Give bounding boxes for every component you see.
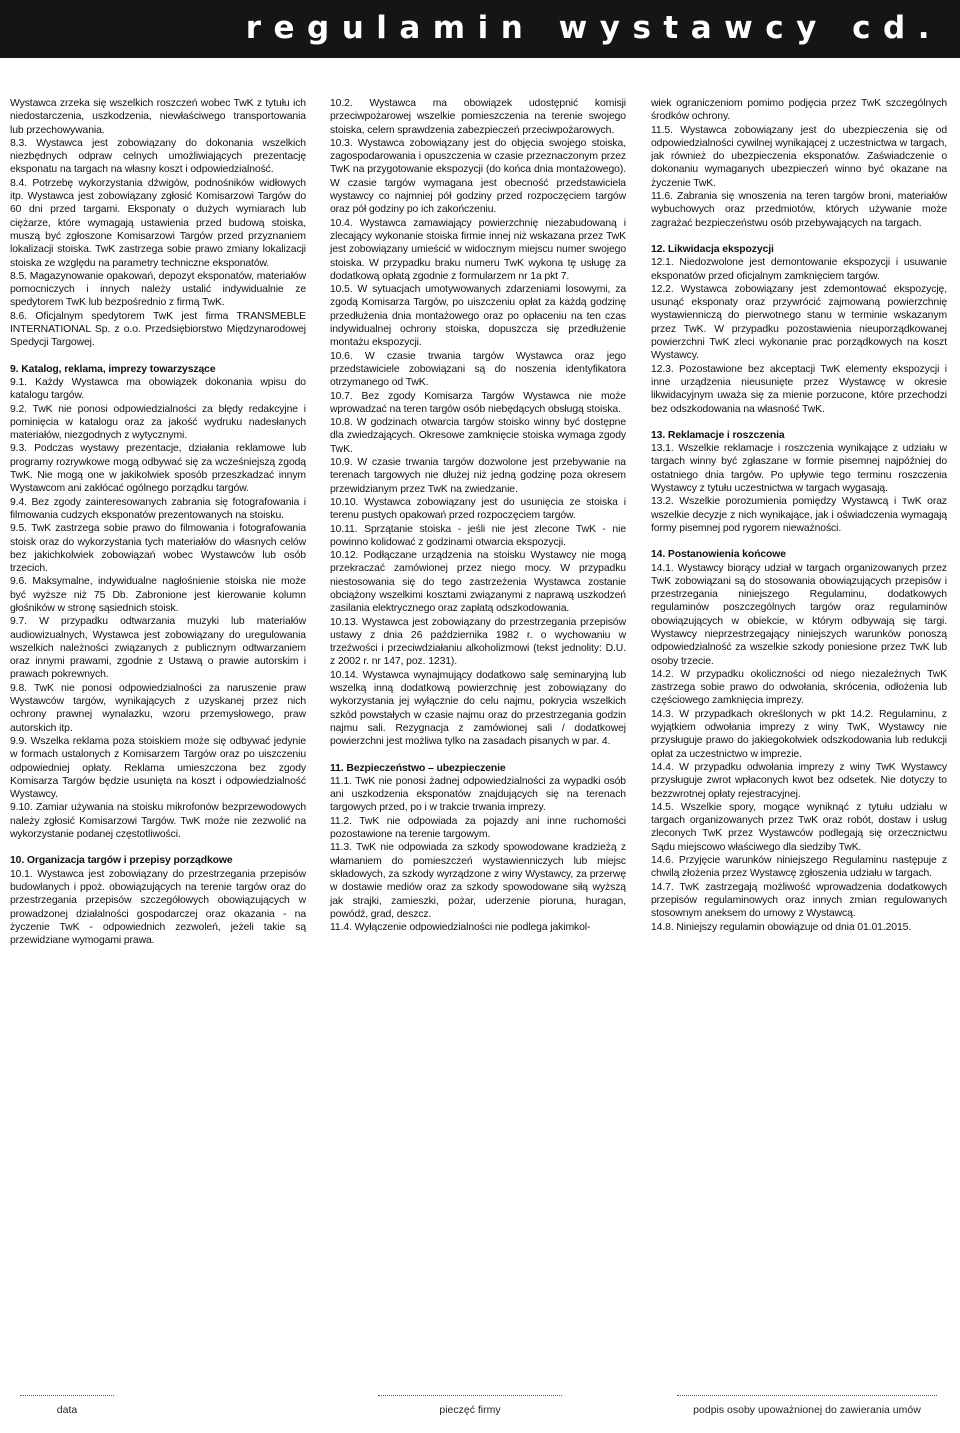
paragraph: 10.10. Wystawca zobowiązany jest do usunięcia ze stoiska i terenu pustych opakowań przed rozpoczęciem targów. xyxy=(330,496,626,522)
paragraph: 10.13. Wystawca jest zobowiązany do przestrzegania przepisów ustawy z dnia 26 października 1982 r. o wychowaniu w trzeźwości i przeciwdziałaniu alkoholizmowi (tekst jednolity: D.U. z 2002 r. nr 147, poz. 1231). xyxy=(330,616,626,668)
paragraph: 10.8. W godzinach otwarcia targów stoisko winny być dostępne dla zwiedzających. Okresowe zamknięcie stoiska wymaga zgody TwK. xyxy=(330,417,626,455)
paragraph: 14.3. W przypadkach określonych w pkt 14.2. Regulaminu, z wyjątkiem odwołania imprezy z winy TwK, Wystawcy nie przysługuje prawo do jakiegokolwiek odszkodowania lub redukcji opłat za uczestnictwo w imprezie. xyxy=(651,708,947,760)
paragraph: 8.3. Wystawca jest zobowiązany do dokonania wszelkich niezbędnych odpraw celnych umożliwiających prezentację eksponatu na targach na własny koszt i odpowiedzialność. xyxy=(10,137,306,176)
paragraph: 8.6. Oficjalnym spedytorem TwK jest firma TRANSMEBLE INTERNATIONAL Sp. z o.o. Przedsiębiorstwo Międzynarodowej Spedycji Targowej. xyxy=(10,310,306,349)
paragraph: 9.3. Podczas wystawy prezentacje, działania reklamowe lub programy rozrywkowe mogą odbywać się za wcześniejszą zgodą TwK. Nie mogą one w jakikolwiek sposób przeszkadzać innym Wystawcom ani zakłócać ogólnego porządku targów. xyxy=(10,443,306,495)
company-stamp-field[interactable] xyxy=(378,1395,562,1417)
section-heading: 13. Reklamacje i roszczenia xyxy=(651,429,785,441)
paragraph: 10.6. W czasie trwania targów Wystawca oraz jego przedstawiciele zobowiązani są do noszenia identyfikatora otrzymanego od TwK. xyxy=(330,350,626,389)
paragraph: 14.4. W przypadku odwołania imprezy z winy TwK Wystawcy przysługuje zwrot wpłaconych kwot bez odsetek. Nie dotyczy to bezzwrotnej opłaty rejestracyjnej. xyxy=(651,761,947,800)
paragraph: 14.2. W przypadku okoliczności od niego niezależnych TwK zastrzega sobie prawo do odwołania, skrócenia, odłożenia lub częściowego zamknięcia imprezy. xyxy=(651,668,947,707)
signature-field[interactable] xyxy=(677,1395,937,1417)
paragraph: 12.3. Pozostawione bez akceptacji TwK elementy ekspozycji i inne urządzenia nieusunięte przez Wystawcę w okresie likwidacyjnym uważa się za mienie porzucone, które przechodzi bez odszkodowania na własność TwK. xyxy=(651,363,947,415)
paragraph: 9.9. Wszelka reklama poza stoiskiem może się odbywać jedynie w formach ustalonych z Komisarzem Targów oraz po uiszczeniu odpowiedniej opłaty. Reklama umieszczona bez zgody Komisarza Targów będzie usunięta na koszt i odpowiedzialność Wystawcy. xyxy=(10,735,306,801)
paragraph: 9.7. W przypadku odtwarzania muzyki lub materiałów audiowizualnych, Wystawca jest zobowiązany do uregulowania wszelkich należności związanych z publicznym odtwarzaniem oraz innymi prawami, zgodnie z Ustawą o prawie autorskim i prawach pokrewnych. xyxy=(10,616,306,681)
company-stamp-label: pieczęć firmy xyxy=(439,1404,501,1416)
date-field[interactable] xyxy=(20,1395,114,1417)
paragraph: 10.7. Bez zgody Komisarza Targów Wystawca nie może wprowadzać na teren targów osób niebędących obsługą stoiska. xyxy=(330,390,626,415)
paragraph: 13.2. Wszelkie porozumienia pomiędzy Wystawcą i TwK oraz wszelkie decyzje z nich wynikające, jak i oświadczenia wymagają formy pisemnej pod rygorem nieważności. xyxy=(651,496,947,534)
paragraph: 9.2. TwK nie ponosi odpowiedzialności za błędy redakcyjne i pominięcia w katalogu oraz za jakość wydruku nadesłanych materiałów, niezgodnych z wytycznymi. xyxy=(10,403,306,442)
signature-label: podpis osoby upoważnionej do zawierania umów xyxy=(693,1404,921,1416)
section-heading: 12. Likwidacja ekspozycji xyxy=(651,243,774,255)
section-heading: 11. Bezpieczeństwo – ubezpieczenie xyxy=(330,762,506,774)
paragraph: 10.9. W czasie trwania targów dozwolone jest przebywanie na terenach targowych nie dłużej niż jedną godzinę poza okresem przewidzianym przez TwK na zwiedzanie. xyxy=(330,457,626,495)
column-3 xyxy=(651,97,947,934)
paragraph: 11.4. Wyłączenie odpowiedzialności nie podlega jakimkol- xyxy=(330,922,591,934)
page-title: regulamin wystawcy cd. xyxy=(245,10,942,46)
paragraph: 9.6. Maksymalne, indywidualne nagłośnienie stoiska nie może być wyższe niż 75 Db. Zabronione jest kierowanie kolumn głośników w stronę sąsiednich stoisk. xyxy=(10,576,306,614)
paragraph: 9.1. Każdy Wystawca ma obowiązek dokonania wpisu do katalogu targów. xyxy=(10,376,306,402)
section-heading: 14. Postanowienia końcowe xyxy=(651,549,786,561)
paragraph: 10.11. Sprzątanie stoiska - jeśli nie jest zlecone TwK - nie powinno kolidować z godzinami otwarcia ekspozycji. xyxy=(330,523,626,548)
regulations-body xyxy=(10,97,950,1387)
paragraph: 14.7. TwK zastrzegają możliwość wprowadzenia dodatkowych przepisów regulaminowych oraz innych zmian regulowanych stosownym aneksem do umowy z Wystawcą. xyxy=(651,881,947,920)
paragraph: 14.5. Wszelkie spory, mogące wyniknąć z tytułu udziału w targach organizowanych przez TwK oraz robót, dostaw i usług zleconych TwK przez Wystawców podlegają się orzecznictwu Sądu miejscowo właściwego dla siedziby TwK. xyxy=(651,801,947,853)
paragraph: 9.10. Zamiar używania na stoisku mikrofonów bezprzewodowych należy zgłosić Komisarzowi Targów. TwK może nie zezwolić na wykorzystanie podanej częstotliwości. xyxy=(10,802,306,841)
paragraph: 10.3. Wystawca zobowiązany jest do objęcia swojego stoiska, zagospodarowania i opuszczenia w czasie przeznaczonym przez TwK na przygotowanie ekspozycji (do końca dnia montażowego). W czasie targów wymagana jest obecność przedstawiciela wystawcy co najmniej pół godziny przed rozpoczęciem targów oraz pół godziny po ich zakończeniu. xyxy=(330,137,626,216)
paragraph: wiek ograniczeniom pomimo podjęcia przez TwK szczególnych środków ochrony. xyxy=(651,98,947,123)
paragraph: 9.4. Bez zgody zainteresowanych zabrania się fotografowania i filmowania cudzych eksponatów prezentowanych na stoisku. xyxy=(10,496,306,521)
column-2 xyxy=(330,97,626,934)
paragraph: 12.1. Niedozwolone jest demontowanie ekspozycji i usuwanie eksponatów przed oficjalnym zamknięciem targów. xyxy=(651,257,947,282)
paragraph: 10.12. Podłączane urządzenia na stoisku Wystawcy nie mogą przekraczać zamówionej przez niego mocy. W przypadku niestosowania się do tego zastrzeżenia Wystawca zostanie obciążony wszelkimi kosztami związanymi z naprawą uszkodzeń zasilania elektrycznego oraz zapłatą odszkodowania. xyxy=(330,550,626,615)
paragraph: 10.4. Wystawca zamawiający powierzchnię niezabudowaną i zlecający wykonanie stoiska firmie innej niż wskazana przez TwK jest zobowiązany umieścić w widocznym miejscu numer swojego stoiska. W przypadku braku numeru TwK wykona tę usługę za dodatkową opłatą zgodnie z formularzem nr 1a pkt 7. xyxy=(330,217,626,282)
paragraph: 10.5. W sytuacjach umotywowanych zdarzeniami losowymi, za zgodą Komisarza Targów, po uiszczeniu opłat za każdą godzinę przedłużenia dnia montażowego oraz po opłaceniu na ten czas indywidualnej ochrony stoiska, dopuszcza się przedłużenie montażu ekspozycji. xyxy=(330,284,626,349)
paragraph: 9.5. TwK zastrzega sobie prawo do filmowania i fotografowania stoisk oraz do wykorzystania tych materiałów do własnych celów bez jakichkolwiek zobowiązań wobec Wystawców lub osób trzecich. xyxy=(10,523,306,575)
paragraph: 8.4. Potrzebę wykorzystania dźwigów, podnośników widłowych itp. Wystawca jest zobowiązany zgłosić Komisarzowi Targów do 60 dni przed targami. Eksponaty o dużych wymiarach lub ciężarze, które wymagają ustawienia przed budową stoiska, muszą być zgłoszone Komisarzowi Targów przed przyznaniem lokalizacji stoiska. TwK zastrzega sobie prawo zmiany lokalizacji stoiska ze względu na parametry techniczne eksponatów. xyxy=(10,177,306,269)
header-bar xyxy=(0,0,960,58)
paragraph: 13.1. Wszelkie reklamacje i roszczenia wynikające z udziału w targach winny być zgłaszane w formie pisemnej najpóźniej do ostatniego dnia targów. Po upływie tego terminu roszczenia Wystawcy z tytułu uczestnictwa w targach wygasają. xyxy=(651,443,947,495)
date-label: data xyxy=(56,1404,78,1416)
signature-footer xyxy=(0,1395,960,1433)
paragraph: 10.14. Wystawca wynajmujący dodatkowo salę seminaryjną lub wszelką inną dodatkową powierzchnię jest zobowiązany do wykorzystania jej wyłącznie do celu najmu, pokrycia wszelkich szkód powstałych w czasie najmu oraz do przestrzegania godzin najmu sali. Rezygnacja z zamówionej sali / dodatkowej powierzchni jest możliwa tylko na zasadach pisanych w par. 4. xyxy=(330,669,626,748)
paragraph: 11.6. Zabrania się wnoszenia na teren targów broni, materiałów wybuchowych oraz przedmiotów, których używanie może zagrażać bezpieczeństwu osób przebywających na targach. xyxy=(651,191,947,229)
paragraph: 14.8. Niniejszy regulamin obowiązuje od dnia 01.01.2015. xyxy=(651,921,912,933)
paragraph: 11.2. TwK nie odpowiada za pojazdy ani inne ruchomości pozostawione na terenie targowym. xyxy=(330,815,626,841)
paragraph: 9.8. TwK nie ponosi odpowiedzialności za naruszenie praw Wystawców targów, wynikających z uzyskanej przez nich ochrony prawnej wynalazku, wzoru przemysłowego, praw autorskich itp. xyxy=(10,682,306,734)
paragraph: 11.1. TwK nie ponosi żadnej odpowiedzialności za wypadki osób ani uszkodzenia eksponatów znajdujących się na terenach targowych przed, po i w trakcie trwania imprezy. xyxy=(330,775,626,814)
paragraph: 11.5. Wystawca zobowiązany jest do ubezpieczenia się od odpowiedzialności cywilnej wynikającej z uczestnictwa w targach, jak również do ubezpieczenia eksponatów. Zaświadczenie o dokonaniu wymaganych ubezpieczeń winno być okazane na życzenie TwK. xyxy=(651,124,947,189)
section-heading: 10. Organizacja targów i przepisy porządkowe xyxy=(10,855,233,867)
column-1 xyxy=(10,97,306,947)
paragraph: 14.6. Przyjęcie warunków niniejszego Regulaminu następuje z chwilą złożenia przez Wystawcę zgłoszenia udziału w targach. xyxy=(651,855,947,880)
paragraph: 11.3. TwK nie odpowiada za szkody spowodowane kradzieżą z włamaniem do pomieszczeń wystawienniczych lub miejsc składowych, za szkody wyrządzone z winy Wystawcy, za przerwę w dostawie mediów oraz za szkody spowodowane siłą wyższą jak strajki, zamieszki, pożar, uderzenie pioruna, huragan, powódź, grad, deszcz. xyxy=(330,842,626,920)
section-heading: 9. Katalog, reklama, imprezy towarzyszące xyxy=(10,363,216,375)
paragraph: Wystawca zrzeka się wszelkich roszczeń wobec TwK z tytułu ich niedostarczenia, uszkodzenia, niewłaściwego transportowania lub przechowywania. xyxy=(10,98,306,136)
paragraph: 12.2. Wystawca zobowiązany jest zdemontować ekspozycję, usunąć eksponaty oraz przywrócić zajmowaną powierzchnię wystawienniczą do pierwotnego stanu w terminie wskazanym przez TwK. W przypadku pozostawienia nieuporządkowanej powierzchni TwK zleci wykonanie prac porządkowych na koszt Wystawcy. xyxy=(651,283,947,362)
paragraph: 8.5. Magazynowanie opakowań, depozyt eksponatów, materiałów pomocniczych i innych należy ustalić indywidualnie ze spedytorem TwK lub bezpośrednio z firmą TwK. xyxy=(10,270,306,309)
paragraph: 14.1. Wystawcy biorący udział w targach organizowanych przez TwK zobowiązani są do stosowania obowiązujących przepisów i przestrzegania niniejszego Regulaminu, dodatkowych regulaminów poszczególnych targów oraz regulaminów obowiązujących w obiekcie, w którym odbywają się targi. Wystawcy nieprzestrzegający niniejszych warunków ponoszą odpowiedzialność za wszelkie szkody poniesione przez TwK lub osoby trzecie. xyxy=(651,562,947,667)
paragraph: 10.1. Wystawca jest zobowiązany do przestrzegania przepisów budowlanych i ppoż. obowiązujących na terenie targów oraz do przestrzegania przepisów szczegółowych obowiązujących w prowadzonej działalności gospodarczej oraz okazania - na życzenie TwK - odpowiednich zezwoleń, jeżeli takie są przewidziane wymogami prawa. xyxy=(10,868,306,947)
paragraph: 10.2. Wystawca ma obowiązek udostępnić komisji przeciwpożarowej wszelkie pomieszczenia na terenie swojego stoiska, celem sprawdzenia zabezpieczeń przeciwpożarowych. xyxy=(330,98,626,136)
